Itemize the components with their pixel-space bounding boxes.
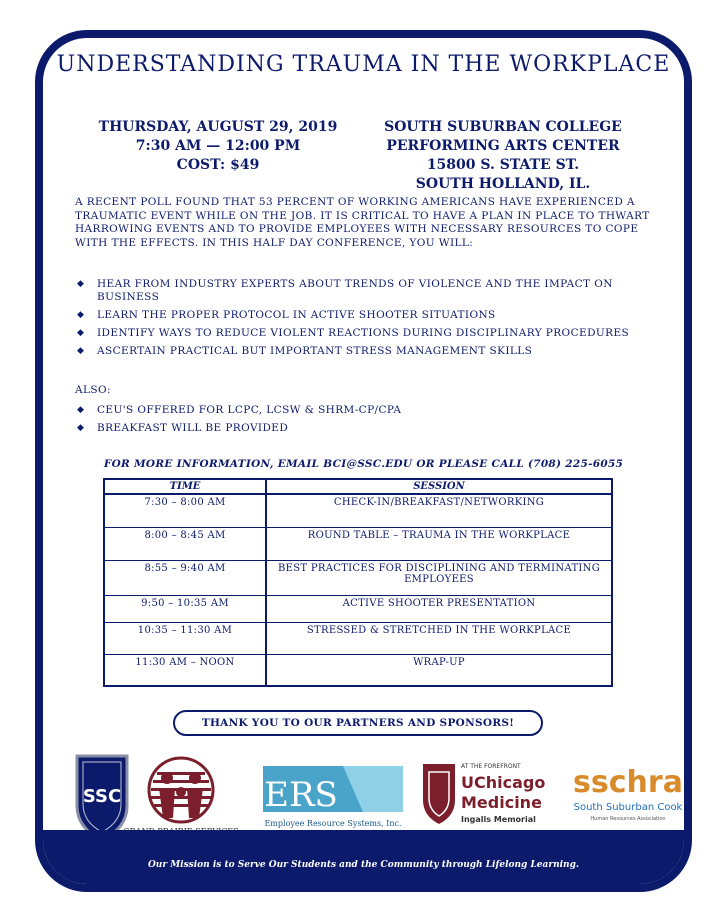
sponsors-banner: THANK YOU TO OUR PARTNERS AND SPONSORS! [173, 710, 543, 736]
session-cell: CHECK-IN/BREAKFAST/NETWORKING [266, 494, 612, 527]
sschra-name: South Suburban Cook [573, 802, 683, 813]
sschra-logo [573, 765, 683, 822]
time-cell: 8:55 – 9:40 AM [104, 560, 266, 595]
session-cell: STRESSED & STRETCHED IN THE WORKPLACE [266, 622, 612, 654]
diamond-bullet-icon: ◆ [77, 279, 85, 289]
flyer-title: UNDERSTANDING TRAUMA IN THE WORKPLACE [56, 52, 671, 77]
sschra-sub: Human Resources Association [590, 816, 666, 822]
table-row [104, 654, 612, 686]
session-cell: ACTIVE SHOOTER PRESENTATION [266, 595, 612, 622]
venue-line: PERFORMING ARTS CENTER [386, 138, 620, 154]
session-cell: WRAP-UP [266, 654, 612, 686]
session-cell: BEST PRACTICES FOR DISCIPLINING AND TERMINATING EMPLOYEES [266, 560, 612, 595]
diamond-bullet-icon: ◆ [77, 423, 85, 433]
list-item: ◆ IDENTIFY WAYS TO REDUCE VIOLENT REACTIONS DURING DISCIPLINARY PROCEDURES [77, 327, 630, 339]
schedule-table [103, 478, 613, 687]
uchicago-line3: Ingalls Memorial [461, 815, 536, 824]
uchicago-line1: UChicago [461, 773, 546, 792]
event-cost: COST: $49 [176, 157, 260, 173]
event-info [83, 118, 353, 175]
time-cell: 10:35 – 11:30 AM [104, 622, 266, 654]
uchicago-logo [423, 763, 545, 824]
ssc-shield-icon [77, 756, 127, 840]
contact-info: FOR MORE INFORMATION, EMAIL BCI@SSC.EDU OR PLEASE CALL (708) 225-6055 [103, 458, 624, 470]
event-time: 7:30 AM — 12:00 PM [135, 138, 301, 154]
list-item: ◆ LEARN THE PROPER PROTOCOL IN ACTIVE SHOOTER SITUATIONS [77, 309, 496, 321]
diamond-bullet-icon: ◆ [77, 328, 85, 338]
ers-logo-text: ERS [264, 775, 338, 815]
flyer-frame [35, 30, 692, 892]
table-row [104, 560, 612, 595]
table-header-row [104, 479, 612, 494]
venue-info [373, 118, 633, 194]
diamond-bullet-icon: ◆ [77, 310, 85, 320]
objectives-list [75, 278, 650, 363]
venue-line: 15800 S. STATE ST. [426, 157, 580, 173]
uchicago-tagline: AT THE FOREFRONT [461, 763, 521, 770]
table-row [104, 622, 612, 654]
venue-line: SOUTH SUBURBAN COLLEGE [384, 119, 622, 135]
list-item: ◆ ASCERTAIN PRACTICAL BUT IMPORTANT STRESS MANAGEMENT SKILLS [77, 345, 533, 357]
time-header: TIME [104, 479, 266, 494]
time-cell: 11:30 AM – NOON [104, 654, 266, 686]
sschra-logo-text: sschra [573, 765, 683, 800]
ers-logo [263, 766, 403, 828]
mission-statement: Our Mission is to Serve Our Students and the Community through Lifelong Learning. [147, 860, 580, 870]
ers-name: Employee Resource Systems, Inc. [264, 819, 402, 828]
list-item: ◆ CEU'S OFFERED FOR LCPC, LCSW & SHRM-CP/CPA [77, 404, 402, 416]
extras-list [75, 404, 650, 440]
intro-paragraph: A RECENT POLL FOUND THAT 53 PERCENT OF WORKING AMERICANS HAVE EXPERIENCED A TRAUMATIC EVENT WHILE ON THE JOB. IT IS CRITICAL TO HAVE A PLAN IN PLACE TO THWART HARROWING EVENTS AND TO PROVIDE EMPLOYEES WITH NECESSARY RESOURCES TO COPE WITH THE EFFECTS. IN THIS HALF DAY CONFERENCE, YOU WILL: [75, 196, 650, 249]
diamond-bullet-icon: ◆ [77, 405, 85, 415]
uchicago-line2: Medicine [461, 793, 542, 812]
ssc-logo-text: SSC [82, 786, 122, 807]
also-label: ALSO: [75, 384, 111, 396]
list-item: ◆ BREAKFAST WILL BE PROVIDED [77, 422, 289, 434]
venue-line: SOUTH HOLLAND, IL. [415, 176, 591, 192]
event-date: THURSDAY, AUGUST 29, 2019 [98, 119, 338, 135]
time-cell: 9:50 – 10:35 AM [104, 595, 266, 622]
list-item: ◆ HEAR FROM INDUSTRY EXPERTS ABOUT TRENDS OF VIOLENCE AND THE IMPACT ON BUSINESS [77, 278, 613, 303]
time-cell: 7:30 – 8:00 AM [104, 494, 266, 527]
table-row [104, 595, 612, 622]
mission-banner [43, 830, 684, 884]
session-cell: ROUND TABLE – TRAUMA IN THE WORKPLACE [266, 527, 612, 560]
time-cell: 8:00 – 8:45 AM [104, 527, 266, 560]
session-header: SESSION [266, 479, 612, 494]
table-row [104, 527, 612, 560]
table-row [104, 494, 612, 527]
diamond-bullet-icon: ◆ [77, 346, 85, 356]
